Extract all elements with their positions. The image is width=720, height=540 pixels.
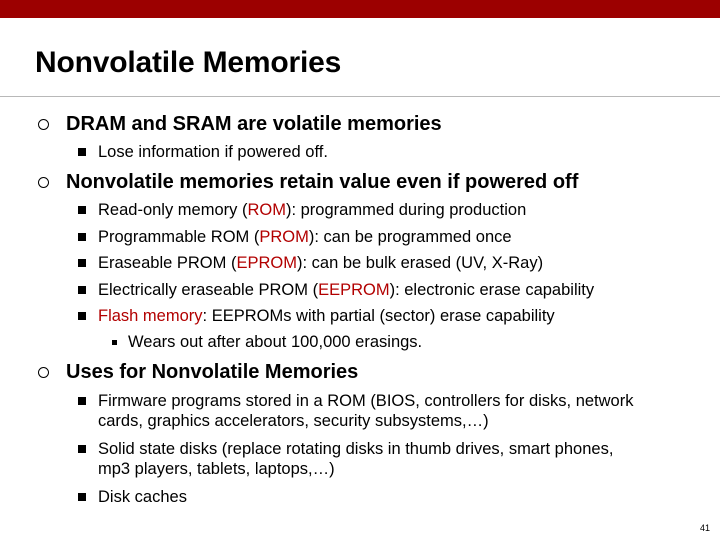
circle-bullet-icon bbox=[38, 367, 49, 378]
square-bullet-icon bbox=[78, 312, 86, 320]
square-bullet-icon bbox=[78, 397, 86, 405]
title-divider bbox=[0, 96, 720, 97]
sub-sub-bullet-text: Wears out after about 100,000 erasings. bbox=[128, 333, 423, 351]
bullet-text: DRAM and SRAM are volatile memories bbox=[66, 113, 442, 135]
square-bullet-icon bbox=[78, 148, 86, 156]
slide-title: Nonvolatile Memories bbox=[35, 46, 342, 79]
square-bullet-icon bbox=[112, 340, 117, 345]
sub-bullet-text: Firmware programs stored in a ROM (BIOS, controllers for disks, network cards, graphics accelerators, security subsystems,…) bbox=[98, 392, 634, 430]
top-accent-bar bbox=[0, 0, 720, 18]
square-bullet-icon bbox=[78, 233, 86, 241]
page-number: 41 bbox=[700, 523, 711, 533]
bullet-text: Uses for Nonvolatile Memories bbox=[66, 361, 359, 383]
sub-bullet-text: Lose information if powered off. bbox=[98, 143, 328, 161]
circle-bullet-icon bbox=[38, 177, 49, 188]
term-highlight: EPROM bbox=[236, 254, 297, 272]
sub-bullet-text: Flash memory: EEPROMs with partial (sector) erase capability bbox=[98, 307, 555, 325]
sub-bullet-text: Eraseable PROM (EPROM): can be bulk erased (UV, X-Ray) bbox=[98, 254, 544, 272]
term-highlight: PROM bbox=[259, 228, 309, 246]
square-bullet-icon bbox=[78, 445, 86, 453]
sub-bullet-text: Electrically eraseable PROM (EEPROM): electronic erase capability bbox=[98, 281, 595, 299]
sub-bullet-text: Solid state disks (replace rotating disks in thumb drives, smart phones, mp3 players, tablets, laptops,…) bbox=[98, 440, 614, 478]
square-bullet-icon bbox=[78, 206, 86, 214]
term-highlight: EEPROM bbox=[318, 281, 390, 299]
square-bullet-icon bbox=[78, 259, 86, 267]
term-highlight: ROM bbox=[247, 201, 286, 219]
sub-bullet-text: Programmable ROM (PROM): can be programmed once bbox=[98, 228, 512, 246]
sub-bullet-text: Read-only memory (ROM): programmed during production bbox=[98, 201, 527, 219]
square-bullet-icon bbox=[78, 493, 86, 501]
bullet-text: Nonvolatile memories retain value even if powered off bbox=[66, 171, 579, 193]
term-highlight: Flash memory bbox=[98, 307, 203, 325]
square-bullet-icon bbox=[78, 286, 86, 294]
circle-bullet-icon bbox=[38, 119, 49, 130]
sub-bullet-text: Disk caches bbox=[98, 488, 187, 506]
